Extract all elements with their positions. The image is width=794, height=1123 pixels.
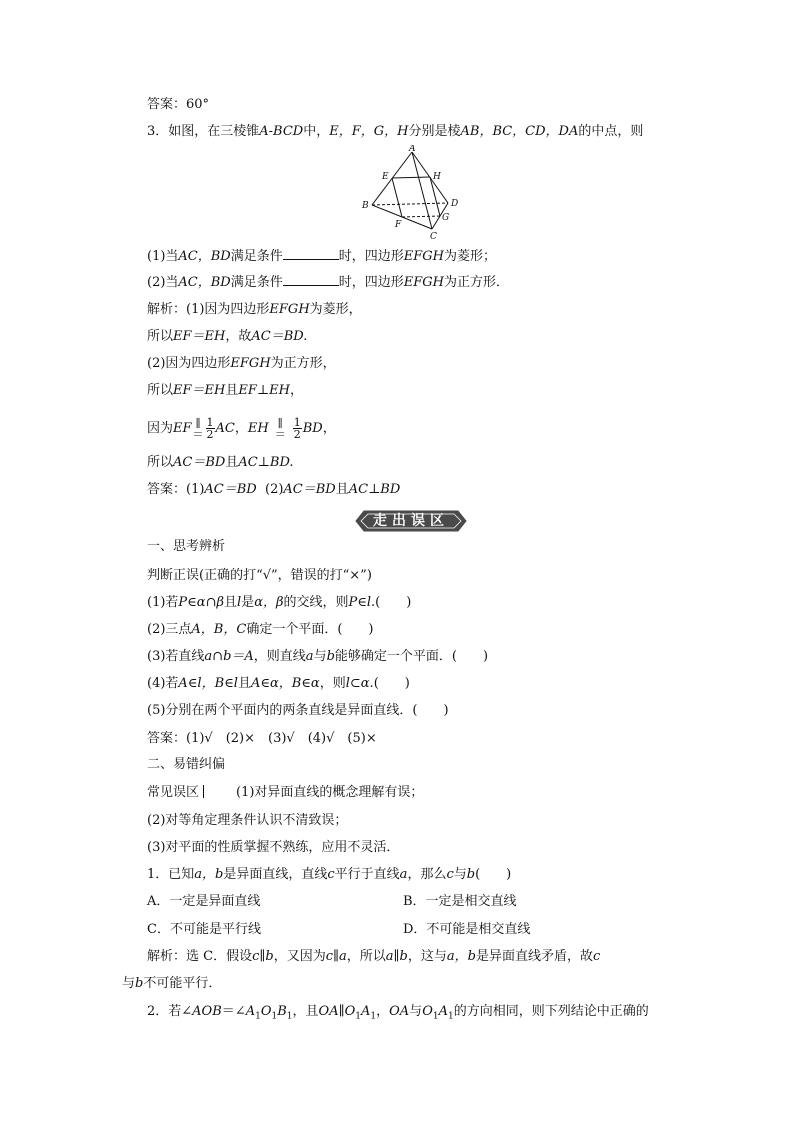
text: ，这与 [407, 949, 447, 964]
solution-line-6 [147, 453, 294, 473]
text: AC＝BD [283, 482, 336, 497]
text: ， [234, 421, 248, 436]
judge-item-5: (5)分别在两个平面内的两条直线是异面直线．( ) [147, 703, 449, 718]
text: 且 [335, 482, 349, 497]
text: 时，四边形 [338, 275, 404, 290]
text: 确定一个平面．( ) [246, 622, 374, 637]
text: a，b [194, 867, 224, 882]
text: A [438, 1004, 448, 1019]
text: AB，BC，CD，DA [460, 124, 579, 139]
subscript: 1 [370, 1011, 377, 1022]
text: 答案：(1) [147, 482, 205, 497]
text: BD [302, 421, 323, 436]
text: ，则 [319, 676, 346, 691]
text: 为正方形， [270, 356, 336, 371]
parallel-equal-symbol [275, 418, 286, 440]
text: EFGH [230, 356, 271, 371]
text: l⊂α. [345, 676, 374, 691]
option-a[interactable]: A．一定是异面直线 [147, 894, 261, 909]
question-1-stem [147, 865, 511, 885]
text: 分别是棱 [408, 124, 461, 139]
text: AC，BD [178, 249, 231, 264]
text: A [245, 1004, 256, 1019]
label-A: A [409, 145, 416, 154]
question-3-part-2 [147, 273, 509, 293]
text: a∥b [385, 949, 408, 964]
label-B: B [362, 201, 369, 211]
solution-line-4 [147, 381, 303, 401]
text: 因为 [147, 421, 174, 436]
text: AC [215, 421, 235, 436]
segment-EH [392, 177, 430, 178]
text: c [446, 867, 454, 882]
text: 为正方形． [444, 275, 510, 290]
banner-title: 走出误区 [373, 513, 449, 529]
text: AC＝BD. [251, 329, 308, 344]
text: ，且 [292, 1004, 319, 1019]
text: EF＝EH [173, 329, 226, 344]
text-cursor [203, 785, 204, 798]
question-3-stem [147, 122, 643, 142]
label-D: D [451, 199, 459, 209]
text: P∈l. [348, 595, 376, 610]
text: (2)因为四边形 [147, 356, 231, 371]
text: 且 [225, 455, 239, 470]
text: ＝∠ [221, 1004, 246, 1019]
text: AC＝BD [204, 482, 257, 497]
text: c [592, 949, 601, 964]
text: A∈α，B∈α [250, 676, 320, 691]
text: 2．若∠ [147, 1004, 193, 1019]
segment-FG-hidden [402, 216, 440, 217]
section-2-title: 二、易错纠偏 [147, 757, 226, 772]
solution-line-5 [147, 416, 336, 442]
text: ，故 [225, 329, 252, 344]
text: 是异面直线，直线 [223, 867, 328, 882]
subscript: 1 [271, 1011, 278, 1022]
text: 为菱形； [444, 249, 497, 264]
edge-AC [412, 152, 432, 229]
text: EFGH [403, 275, 444, 290]
text: a，b [446, 949, 476, 964]
label-H: H [433, 172, 441, 182]
text: ， [322, 421, 336, 436]
text: A [360, 1004, 371, 1019]
text: AC⊥BD. [238, 455, 294, 470]
text: a [399, 867, 408, 882]
solution-line-2 [147, 327, 307, 347]
text: OA [389, 1004, 410, 1019]
text: ，所以 [346, 949, 386, 964]
label-G: G [442, 213, 450, 223]
section-1-answer: 答案：(1)√ (2)× (3)√ (4)√ (5)× [147, 731, 377, 746]
question-3-answer [147, 480, 400, 500]
text: a∩b＝A [204, 649, 254, 664]
text: b [135, 976, 144, 991]
text: (4)若 [147, 676, 179, 691]
previous-answer: 答案：60° [147, 97, 210, 112]
text: ， [289, 383, 303, 398]
text: OA∥O [318, 1004, 356, 1019]
text: 能够确定一个平面．( ) [334, 649, 489, 664]
text: (2)三点 [147, 622, 192, 637]
text: ，又因为 [273, 949, 326, 964]
text: P∈α∩β [178, 595, 224, 610]
text: c∥b [252, 949, 274, 964]
question-3-part-1 [147, 247, 496, 267]
text: 是异面直线矛盾，故 [475, 949, 593, 964]
text: 是 [241, 595, 255, 610]
text: O [422, 1004, 433, 1019]
text: 不可能平行． [143, 976, 222, 991]
text: E，F，G，H [329, 124, 409, 139]
text: (2)当 [147, 275, 179, 290]
text: α，β [254, 595, 284, 610]
numerator: 1 [293, 416, 301, 429]
denominator: 2 [206, 428, 214, 441]
tetrahedron-figure [360, 145, 460, 241]
subscript: 1 [447, 1011, 454, 1022]
text: A-BCD [259, 124, 304, 139]
judge-item-4 [147, 674, 410, 694]
text: O [260, 1004, 272, 1019]
text: B [277, 1004, 287, 1019]
option-c[interactable]: C．不可能是平行线 [147, 922, 261, 937]
question-1-solution-line-2 [122, 974, 221, 994]
answer-bracket[interactable]: ( ) [475, 867, 512, 882]
text: 为菱形， [309, 302, 362, 317]
common-mistakes-line-2: (2)对等角定理条件认识不清致误； [147, 813, 348, 828]
text: 且 [223, 595, 237, 610]
answer-blank[interactable] [283, 273, 339, 286]
option-d[interactable]: D．不可能是相交直线 [403, 922, 531, 937]
subscript: 1 [432, 1011, 439, 1022]
section-1-instruction: 判断正误(正确的打“√”，错误的打“×”) [147, 568, 372, 583]
text: AC，BD [178, 275, 231, 290]
question-2-stem [147, 1002, 649, 1027]
judge-item-2 [147, 620, 373, 640]
answer-bracket[interactable]: ( ) [373, 676, 410, 691]
text: ，则直线 [253, 649, 306, 664]
text: 所以 [147, 455, 174, 470]
segment-EF [392, 178, 402, 217]
subscript: 1 [286, 1011, 293, 1022]
text: (1)若 [147, 595, 179, 610]
fraction-one-half [293, 417, 302, 440]
judge-item-1 [147, 593, 411, 613]
text: l [237, 595, 242, 610]
text: 的中点，则 [578, 124, 644, 139]
text: 时，四边形 [338, 249, 404, 264]
label-C: C [430, 232, 437, 241]
text: ，那么 [407, 867, 447, 882]
text: 与 [313, 649, 327, 664]
text: 解析：(1)因为四边形 [147, 302, 270, 317]
text: A∈l，B∈l [178, 676, 238, 691]
numerator: 1 [206, 416, 214, 429]
text: 3．如图，在三棱锥 [147, 124, 260, 139]
text: 解析：选 C．假设 [147, 949, 253, 964]
text: 的交线，则 [283, 595, 349, 610]
text: EF [173, 421, 192, 436]
text: EFGH [403, 249, 444, 264]
section-1-title: 一、思考辨析 [147, 539, 226, 554]
text: EFGH [269, 302, 310, 317]
text: (1)当 [147, 249, 179, 264]
text: c [327, 867, 335, 882]
answer-bracket[interactable]: ( ) [375, 595, 412, 610]
text: AOB [192, 1004, 222, 1019]
text: 平行于直线 [334, 867, 400, 882]
text: 与 [122, 976, 136, 991]
text: A，B，C [191, 622, 247, 637]
text: ∥ [195, 416, 201, 430]
section-banner [354, 509, 468, 533]
option-b[interactable]: B．一定是相交直线 [403, 894, 517, 909]
text: b [466, 867, 476, 882]
text: AC＝BD [173, 455, 226, 470]
answer-blank[interactable] [283, 247, 339, 260]
text: ＝ [274, 427, 286, 441]
text: ∥ [277, 416, 283, 430]
text: ， [376, 1004, 390, 1019]
text: 与 [409, 1004, 423, 1019]
fraction-one-half [206, 417, 215, 440]
common-mistakes-line-1 [147, 783, 423, 803]
judge-item-3 [147, 647, 488, 667]
common-mistakes-line-3: (3)对平面的性质掌握不熟练，应用不灵活． [147, 840, 400, 855]
text: EF⊥EH [238, 383, 290, 398]
parallel-equal-symbol [193, 418, 204, 440]
text: (3)若直线 [147, 649, 205, 664]
text: 满足条件 [230, 249, 283, 264]
text: 1．已知 [147, 867, 195, 882]
label-F: F [395, 220, 402, 230]
subscript: 1 [255, 1011, 261, 1022]
text: 常见误区 [147, 785, 200, 800]
subscript: 1 [355, 1011, 361, 1022]
text: 且 [225, 383, 239, 398]
text: EF＝EH [173, 383, 226, 398]
text: (2) [265, 482, 284, 497]
label-E: E [382, 172, 389, 182]
text: EH [247, 421, 269, 436]
text: a [305, 649, 314, 664]
text: b [326, 649, 335, 664]
text: ＝ [192, 427, 204, 441]
question-1-solution-line-1 [147, 947, 600, 967]
text: 满足条件 [230, 275, 283, 290]
text: 所以 [147, 329, 174, 344]
text: 所以 [147, 383, 174, 398]
text: 且 [237, 676, 251, 691]
text: 中， [303, 124, 330, 139]
text: 与 [453, 867, 467, 882]
text: (1)对异面直线的概念理解有误； [236, 785, 424, 800]
text: AC⊥BD [348, 482, 401, 497]
solution-line-3 [147, 354, 336, 374]
text: 的方向相同，则下列结论中正确的 [453, 1004, 649, 1019]
solution-line-1 [147, 300, 362, 320]
segment-HG [430, 177, 440, 216]
text: c∥a [325, 949, 347, 964]
denominator: 2 [293, 428, 301, 441]
